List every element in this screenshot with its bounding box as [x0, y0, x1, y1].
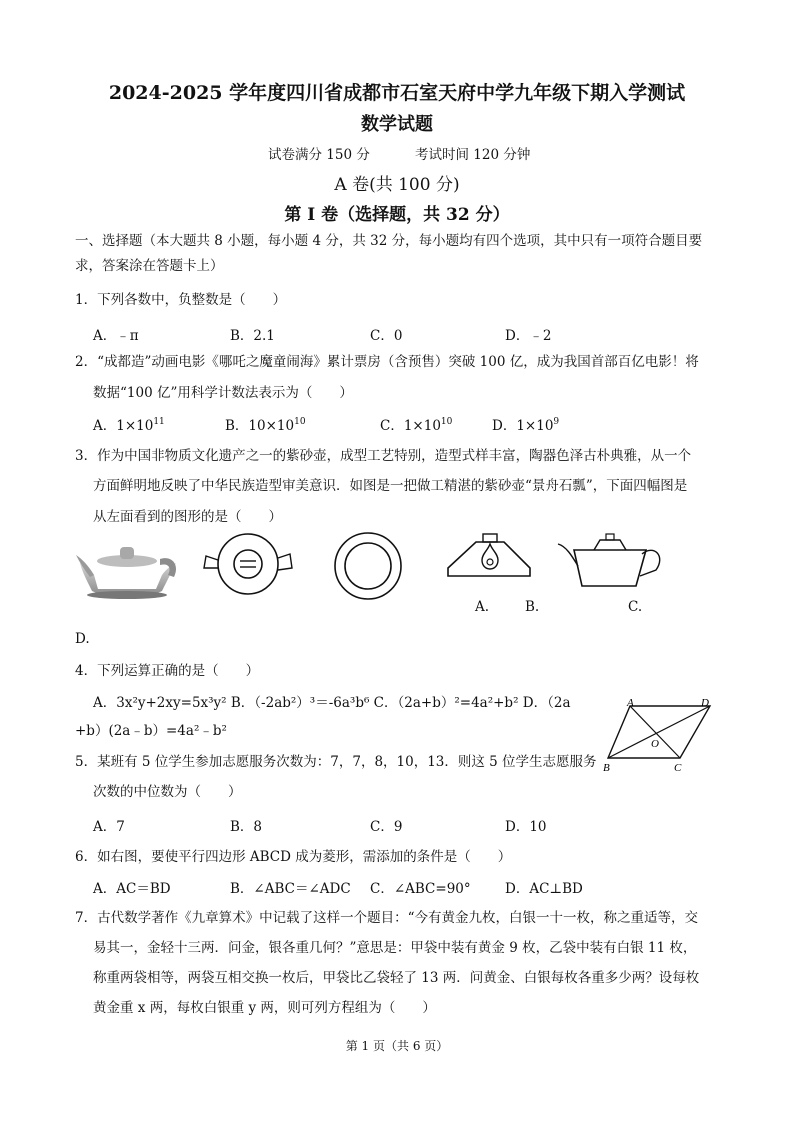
section-1-heading: 第 I 卷（选择题，共 32 分）: [284, 205, 510, 225]
option-d-figure: [556, 528, 666, 600]
exam-title: 2024-2025 学年度四川省成都市石室天府中学九年级下期入学测试: [108, 82, 686, 104]
q7-stem-line-4: 黄金重 x 两，每枚白银重 y 两，则可列方程组为（ ）: [93, 1000, 436, 1016]
vertex-d-label: D: [701, 697, 709, 709]
q5-option-b: B．8: [230, 819, 263, 835]
vertex-b-label: B: [603, 762, 610, 774]
q2-stem-line-2: 数据“100 亿”用科学计数法表示为（ ）: [93, 385, 353, 401]
q7-stem-line-3: 称重两袋相等，两袋互相交换一枚后，甲袋比乙袋轻了 13 两．问黄金、白银每枚各重多少两？设每枚: [93, 970, 700, 986]
parallelogram-abcd-figure: [600, 696, 720, 776]
q3-label-c: C.: [628, 599, 643, 615]
q1-stem: 1．下列各数中，负整数是（ ）: [75, 292, 287, 308]
time-info: 考试时间 120 分钟: [415, 147, 531, 163]
q3-stem-line-1: 3．作为中国非物质文化遗产之一的紫砂壶，成型工艺特别，造型式样丰富，陶器色泽古朴典雅，从一个: [75, 448, 692, 464]
q3-stem-line-3: 从左面看到的图形的是（ ）: [93, 509, 282, 525]
option-c-figure: [442, 524, 538, 594]
q7-stem-line-1: 7．古代数学著作《九章算术》中记载了这样一个题目：“今有黄金九枚，白银一十一枚，称之重适等，交: [75, 910, 698, 926]
center-o-label: O: [651, 738, 659, 750]
q1-option-a: A．﹣π: [93, 328, 139, 344]
q3-label-a: A.: [475, 599, 490, 615]
option-a-figure: [202, 528, 294, 600]
q6-option-c: C．∠ABC=90°: [370, 881, 471, 897]
q2-option-c: C．$1\times 10^{10}$: [380, 417, 453, 434]
q2-option-d: D．$1\times 10^9$: [492, 417, 560, 434]
score-info: 试卷满分 150 分: [268, 147, 370, 163]
instructions-line-1: 一、选择题（本大题共 8 小题，每小题 4 分，共 32 分，每小题均有四个选项，其中只有一项符合题目要: [75, 233, 703, 249]
q4-stem: 4．下列运算正确的是（ ）: [75, 663, 260, 679]
q5-option-a: A．7: [93, 819, 125, 835]
q1-option-c: C．0: [370, 328, 403, 344]
q5-option-d: D．10: [505, 819, 547, 835]
q7-stem-line-2: 易其一，金轻十三两．问金，银各重几何？”意思是：甲袋中装有黄金 9 枚，乙袋中装有白银 11 枚，: [93, 940, 697, 956]
vertex-a-label: A: [627, 697, 634, 709]
option-b-figure: [330, 528, 406, 604]
q6-stem: 6．如右图，要使平行四边形 ABCD 成为菱形，需添加的条件是（ ）: [75, 849, 512, 865]
vertex-c-label: C: [674, 762, 682, 774]
q2-stem-line-1: 2．“成都造”动画电影《哪吒之魔童闹海》累计票房（含预售）突破 100 亿，成为我国首部百亿电影！将: [75, 354, 699, 370]
q1-option-d: D．﹣2: [505, 328, 552, 344]
q4-options-line-1: A．3x²y+2xy=5x³y² B．（-2ab²）³＝-6a³b⁶ C．（2a+b）²=4a²+b² D．（2a: [93, 695, 571, 711]
part-a-heading: A 卷(共 100 分): [334, 175, 460, 195]
q5-option-c: C．9: [370, 819, 403, 835]
q3-stem-line-2: 方面鲜明地反映了中华民族造型审美意识．如图是一把做工精湛的紫砂壶“景舟石瓢”，下面四幅图是: [93, 478, 688, 494]
q6-option-b: B．∠ABC＝∠ADC: [230, 881, 351, 897]
q3-label-d: D.: [75, 631, 90, 647]
q3-label-b: B.: [525, 599, 540, 615]
teapot-photo: [72, 535, 182, 603]
q4-options-line-2: +b）(2a﹣b）=4a²﹣b²: [75, 723, 227, 739]
q2-option-a: A．$1\times 10^{11}$: [93, 417, 165, 434]
page-footer: 第 1 页（共 6 页）: [345, 1039, 449, 1053]
q2-option-b: B．$10\times 10^{10}$: [225, 417, 306, 434]
q6-option-a: A．AC＝BD: [93, 881, 171, 897]
exam-subtitle: 数学试题: [361, 114, 433, 135]
q5-stem-line-1: 5．某班有 5 位学生参加志愿服务次数为：7，7，8，10，13．则这 5 位学生志愿服务: [75, 754, 597, 770]
q5-stem-line-2: 次数的中位数为（ ）: [93, 784, 242, 800]
q1-option-b: B．2.1: [230, 328, 275, 344]
instructions-line-2: 求，答案涂在答题卡上）: [75, 258, 224, 274]
q6-option-d: D．AC⊥BD: [505, 881, 583, 897]
